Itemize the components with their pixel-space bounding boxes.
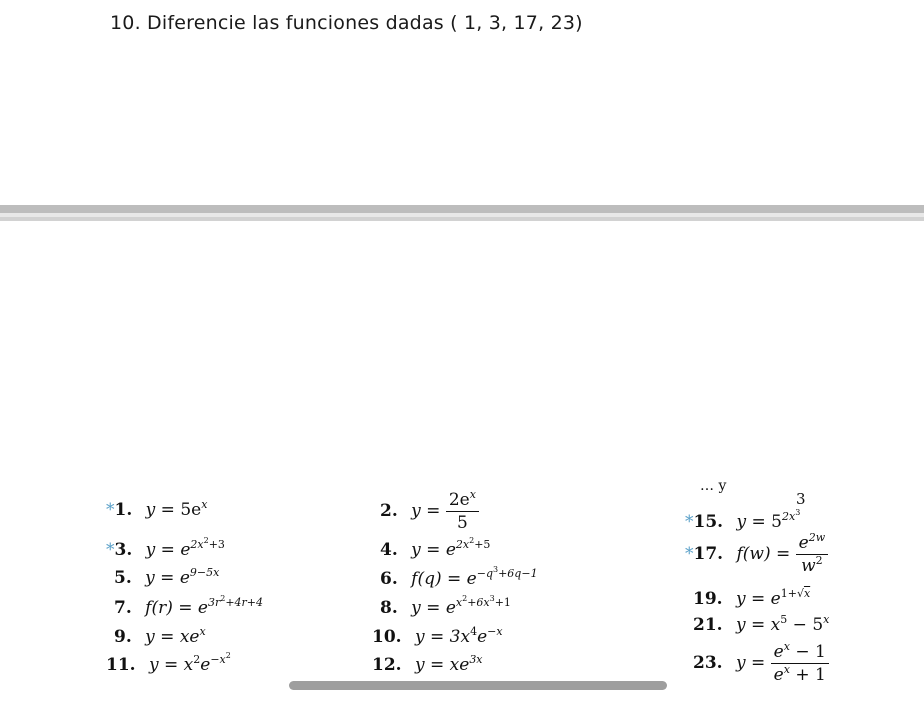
page-divider	[0, 205, 924, 223]
exercise-15: *15. $y = 5^{2x^3}$	[685, 508, 801, 532]
cut-off-number: 3	[796, 490, 806, 508]
cut-off-fragment: … y	[700, 478, 727, 494]
exercise-8: 8. $y = e^{x^2+6x^3+1}$	[380, 594, 511, 618]
exercise-9: 9. $y = xe^x$	[114, 625, 206, 647]
exercise-2: 2. y = $\frac{2e^x}{5}$	[380, 490, 479, 533]
exercise-5: 5. $y = e^{9-5x}$	[114, 566, 220, 588]
exercise-11: 11. $y = x^2e^{-x^2}$	[106, 651, 231, 675]
exercise-6: 6. $f(q) = e^{-q^3+6q-1}$	[380, 565, 538, 589]
question-title: 10. Diferencie las funciones dadas ( 1, 3, 17, 23)	[110, 12, 583, 34]
exercise-21: 21. $y = x^5 - 5^x$	[693, 613, 830, 635]
exercise-12: 12. $y = xe^{3x}$	[372, 653, 483, 675]
exercise-10: 10. $y = 3x^4e^{-x}$	[372, 625, 503, 647]
exercise-1: *1. $y = 5e^x$	[106, 498, 208, 520]
horizontal-scrollbar[interactable]	[289, 681, 667, 690]
exercise-4: 4. $y = e^{2x^2+5}$	[380, 536, 491, 560]
exercise-17: *17. f(w) = $\frac{e^{2w}}{w^2}$	[685, 533, 828, 576]
exercise-19: 19. $y = e^{1+√x}$	[693, 587, 811, 609]
exercise-23: 23. y = $\frac{e^x - 1}{e^x + 1}$	[693, 642, 829, 685]
exercise-7: 7. $f(r) = e^{3r^2+4r+4}$	[114, 594, 264, 618]
exercise-3: *3. $y = e^{2x^2+3}$	[106, 536, 225, 560]
